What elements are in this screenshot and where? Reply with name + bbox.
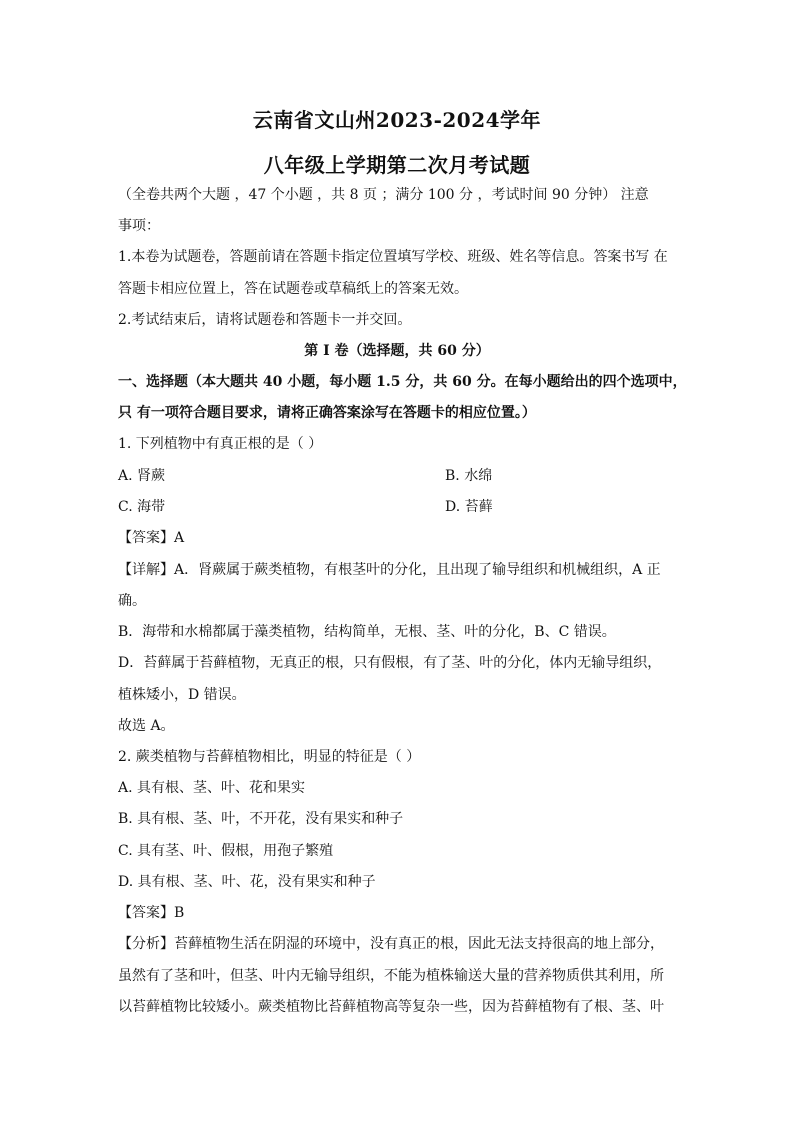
instruction-note-1b: 答题卡相应位置上，答在试题卷或草稿纸上的答案无效。 bbox=[118, 281, 468, 297]
q2-option-d: D. 具有根、茎、叶、花，没有果实和种子 bbox=[118, 874, 376, 890]
instruction-note-2: 2.考试结束后，请将试题卷和答题卡一并交回。 bbox=[118, 312, 412, 328]
q1-detail-3: B．海带和水棉都属于藻类植物，结构简单，无根、茎、叶的分化，B、C 错误。 bbox=[118, 624, 616, 640]
q1-detail-1: 【详解】A．肾蕨属于蕨类植物，有根茎叶的分化，且出现了输导组织和机械组织，A 正 bbox=[118, 562, 661, 578]
q2-option-a: A. 具有根、茎、叶、花和果实 bbox=[118, 780, 306, 796]
instructions-intro-1: （全卷共两个大题 ，47 个小题 ，共 8 页 ；满分 100 分 ，考试时间 90 分钟） 注意 bbox=[118, 187, 649, 203]
section-heading-a: 一、选择题（本大题共 40 小题，每小题 1.5 分，共 60 分。在每小题给出的四个选项中， bbox=[118, 374, 687, 390]
q2-option-c: C. 具有茎、叶、假根，用孢子繁殖 bbox=[118, 843, 334, 859]
q2-analysis-1: 【分析】苔藓植物生活在阴湿的环境中，没有真正的根，因此无法支持很高的地上部分， bbox=[118, 936, 664, 952]
q1-answer: 【答案】A bbox=[118, 530, 185, 546]
section-heading-b: 只 有一项符合题目要求，请将正确答案涂写在答题卡的相应位置。） bbox=[118, 405, 536, 421]
title-line-2: 八年级上学期第二次月考试题 bbox=[263, 153, 531, 177]
q1-detail-4: D．苔藓属于苔藓植物，无真正的根，只有假根，有了茎、叶的分化，体内无输导组织， bbox=[118, 655, 662, 671]
instructions-intro-2: 事项： bbox=[118, 218, 160, 234]
q1-detail-5: 植株矮小，D 错误。 bbox=[118, 687, 246, 703]
q1-option-a: A. 肾蕨 bbox=[118, 468, 166, 484]
q2-stem: 2. 蕨类植物与苔藓植物相比，明显的特征是（ ） bbox=[118, 749, 421, 765]
q1-option-c: C. 海带 bbox=[118, 499, 166, 515]
instruction-note-1a: 1.本卷为试题卷，答题前请在答题卡指定位置填写学校、班级、姓名等信息。答案书写 在 bbox=[118, 249, 668, 265]
part-title: 第 I 卷（选择题，共 60 分） bbox=[304, 343, 490, 359]
q2-option-b: B. 具有根、茎、叶，不开花，没有果实和种子 bbox=[118, 811, 404, 827]
q1-stem: 1. 下列植物中有真正根的是（ ） bbox=[118, 436, 323, 452]
q2-answer: 【答案】B bbox=[118, 905, 185, 921]
q1-option-d: D. 苔藓 bbox=[445, 499, 493, 515]
title-line-1: 云南省文山州2023-2024学年 bbox=[252, 108, 542, 132]
q1-detail-2: 确。 bbox=[118, 593, 146, 609]
q2-analysis-2: 虽然有了茎和叶，但茎、叶内无输导组织，不能为植株输送大量的营养物质供其利用，所 bbox=[118, 968, 664, 984]
q1-option-b: B. 水绵 bbox=[445, 468, 493, 484]
q1-conclusion: 故选 A。 bbox=[118, 718, 175, 734]
q2-analysis-3: 以苔藓植物比较矮小。蕨类植物比苔藓植物高等复杂一些，因为苔藓植物有了根、茎、叶 bbox=[118, 999, 664, 1015]
